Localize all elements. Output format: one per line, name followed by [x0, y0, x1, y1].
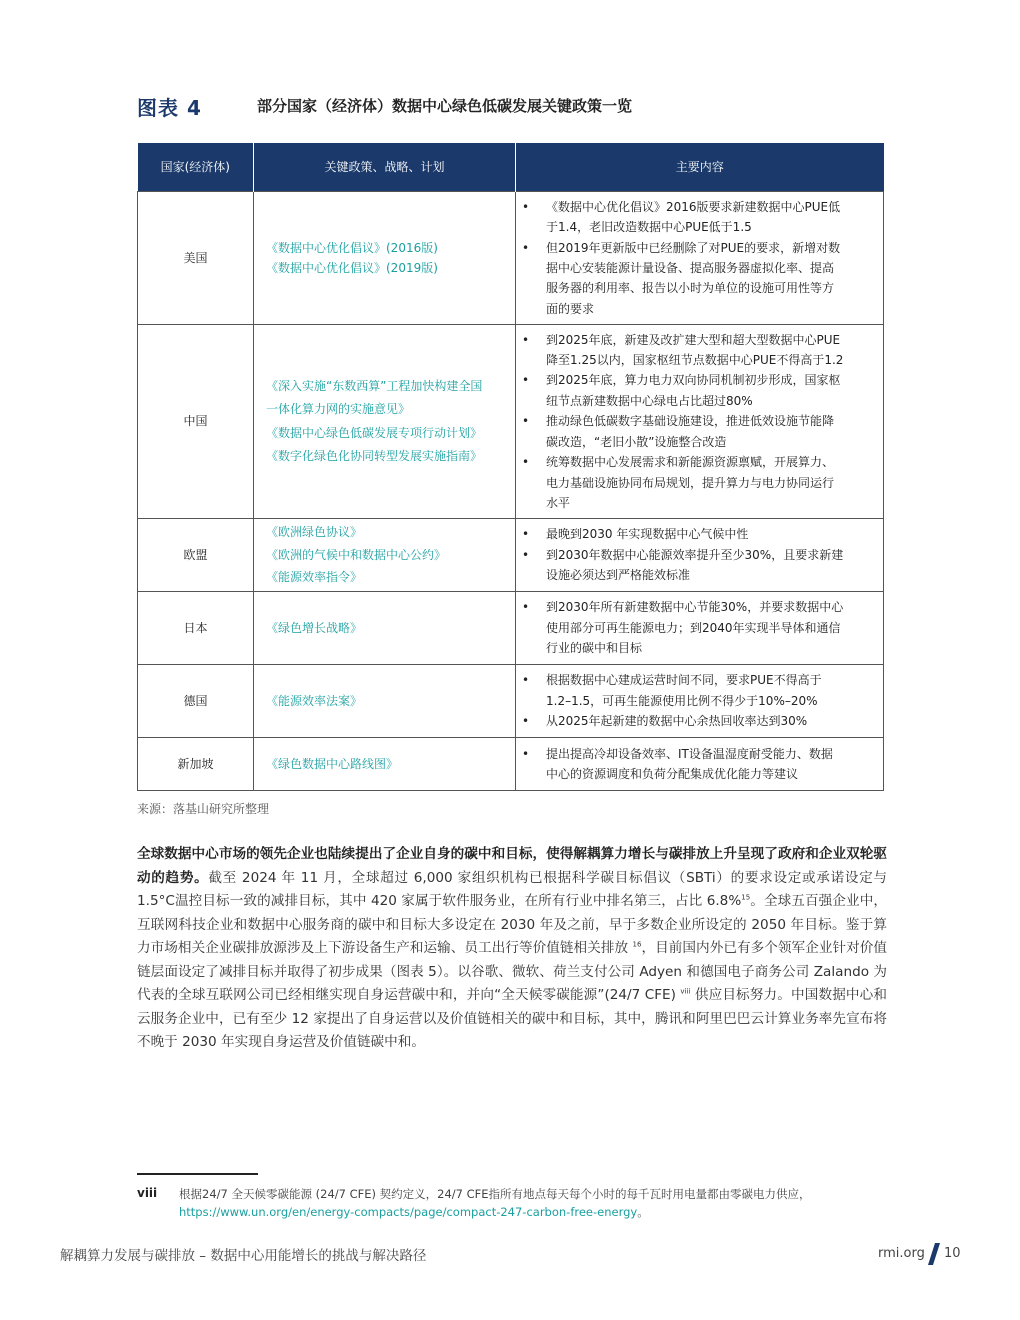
footnote-ref: viii — [680, 987, 691, 996]
policies-cell — [254, 665, 516, 738]
table-row — [138, 192, 884, 325]
policy-table — [137, 143, 884, 791]
table-row — [138, 592, 884, 665]
policy-item: 《数据中心绿色低碳发展专项行动计划》 — [266, 425, 483, 440]
content-bullet: • 统筹数据中心发展需求和新能源资源禀赋，开展算力、 电力基础设施协同布局规划，提升算力与电力协同运行 水平 — [522, 452, 877, 513]
country-cell: 新加坡 — [138, 738, 254, 791]
header-policies: 关键政策、战略、计划 — [254, 143, 516, 192]
footer-title: 解耦算力发展与碳排放 – 数据中心用能增长的挑战与解决路径 — [60, 1248, 427, 1264]
content-bullet: • 提出提高冷却设备效率、IT设备温湿度耐受能力、数据 中心的资源调度和负荷分配集成优化能力等建议 — [522, 744, 877, 785]
content-cell — [516, 738, 884, 791]
figure-title: 部分国家（经济体）数据中心绿色低碳发展关键政策一览 — [257, 97, 633, 115]
content-bullet: • 推动绿色低碳数字基础设施建设，推进低效设施节能降 碳改造，“老旧小散”设施整合改造 — [522, 411, 877, 452]
footnote-ref: 15 — [741, 893, 751, 902]
content-bullet: • 但2019年更新版中已经删除了对PUE的要求，新增对数 据中心安装能源计量设备、提高服务器虚拟化率、提高 服务器的利用率、报告以小时为单位的设施可用性等方 面的要求 — [522, 238, 877, 320]
content-bullet: • 《数据中心优化倡议》2016版要求新建数据中心PUE低 于1.4，老旧改造数据中心PUE低于1.5 — [522, 197, 877, 238]
footnote-link[interactable]: https://www.un.org/en/energy-compacts/page/compact-247-carbon-free-energy — [179, 1205, 638, 1219]
country-cell: 美国 — [138, 192, 254, 325]
figure-label: 图表 4 — [137, 96, 202, 120]
policy-item: 《能源效率法案》 — [266, 693, 363, 708]
content-bullet: • 到2030年所有新建数据中心节能30%，并要求数据中心 使用部分可再生能源电力；到2040年实现半导体和通信 行业的碳中和目标 — [522, 597, 877, 658]
footnote-marker: viii — [137, 1186, 158, 1200]
body-text: ，目前国内外已有多个领军企业针对价值链层面设定了减排目标并取得了初步成果（图表 5）。以谷歌、微软、荷兰支付公司 Adyen 和德国电子商务公司 Zalando 为代表的全球互联网公司已经相继实现自身运营碳中和，并向“全天候零碳能源”(24/7 CFE) — [137, 940, 888, 1003]
footnote-divider — [137, 1173, 258, 1175]
source-note: 来源：落基山研究所整理 — [137, 802, 270, 816]
table-row — [138, 325, 884, 519]
policies-cell — [254, 192, 516, 325]
content-cell — [516, 519, 884, 592]
policy-item: 《数据中心优化倡议》(2019版) — [266, 261, 438, 275]
page-number: 10 — [944, 1246, 961, 1261]
policy-item: 《数字化绿色化协同转型发展实施指南》 — [266, 449, 483, 463]
content-cell — [516, 592, 884, 665]
policy-item: 一体化算力网的实施意见》 — [266, 402, 411, 416]
policy-item: 《数据中心优化倡议》(2016版) — [266, 240, 438, 255]
country-cell: 德国 — [138, 665, 254, 738]
policy-item: 《欧洲绿色协议》 — [266, 525, 363, 540]
policies-cell — [254, 592, 516, 665]
table-row — [138, 519, 884, 592]
content-cell — [516, 192, 884, 325]
country-cell: 中国 — [138, 325, 254, 519]
body-text: 供应目标努力。中国数据中心和云服务企业中，已有至少 12 家提出了自身运营以及价值链相关的碳中和目标，其中，腾讯和阿里巴巴云计算业务率先宣布将不晚于 2030 年实现自身运营及价值链碳中和。 — [137, 987, 887, 1050]
body-bold-lead: 全球数据中心市场的领先企业也陆续提出了企业自身的碳中和目标，使得解耦算力增长与碳排放上升呈现了政府和企业双轮驱动的趋势。 — [137, 846, 887, 886]
footnote-ref: 16 — [632, 940, 642, 949]
content-bullet: • 到2025年底，算力电力双向协同机制初步形成，国家枢 纽节点新建数据中心绿电占比超过80% — [522, 370, 877, 411]
country-cell: 日本 — [138, 592, 254, 665]
country-cell: 欧盟 — [138, 519, 254, 592]
table-row — [138, 738, 884, 791]
body-text: 截至 2024 年 11 月，全球超过 6,000 家组织机构已根据科学碳目标倡议（SBTi）的要求设定或承诺设定与 1.5°C温控目标一致的减排目标，其中 420 家属于软件服务业，在所有行业中排名第三，占比 6.8% — [137, 869, 887, 909]
body-paragraph — [137, 843, 887, 1055]
policy-item: 《欧洲的气候中和数据中心公约》 — [266, 547, 447, 562]
table-row — [138, 665, 884, 738]
policies-cell — [254, 519, 516, 592]
header-content: 主要内容 — [516, 143, 884, 192]
content-cell — [516, 325, 884, 519]
policies-cell — [254, 325, 516, 519]
policy-item: 《深入实施“东数西算”工程加快构建全国 — [266, 378, 483, 393]
content-bullet: • 到2030年数据中心能源效率提升至少30%，且要求新建 设施必须达到严格能效标准 — [522, 545, 877, 586]
policy-item: 《绿色增长战略》 — [266, 620, 363, 635]
policy-item: 《能源效率指令》 — [266, 570, 363, 585]
body-text: 。全球五百强企业中，互联网科技企业和数据中心服务商的碳中和目标大多设定在 2030 年及之前，早于多数企业所设定的 2050 年目标。鉴于算力市场相关企业碳排放源涉及上下游设备生产和运输、员工出行等价值链相关排放 — [137, 893, 887, 956]
content-cell — [516, 665, 884, 738]
slash-icon — [928, 1243, 940, 1265]
content-bullet: • 到2025年底，新建及改扩建大型和超大型数据中心PUE 降至1.25以内，国家枢纽节点数据中心PUE不得高于1.2 — [522, 330, 877, 371]
header-country: 国家(经济体) — [138, 143, 254, 192]
footer-site[interactable]: rmi.org — [878, 1246, 925, 1261]
content-bullet: • 从2025年起新建的数据中心余热回收率达到30% — [522, 711, 877, 731]
content-bullet: • 根据数据中心建成运营时间不同，要求PUE不得高于 1.2–1.5，可再生能源使用比例不得少于10%–20% — [522, 670, 877, 711]
footnote-text: 根据24/7 全天候零碳能源 (24/7 CFE) 契约定义，24/7 CFE指所有地点每天每个小时的每千瓦时用电量都由零碳电力供应，https://www.un.org/en/energy-compacts/page/compact-247-carbon-free-energy。 — [179, 1187, 811, 1219]
policies-cell — [254, 738, 516, 791]
content-bullet: • 最晚到2030 年实现数据中心气候中性 — [522, 524, 877, 544]
table-header-row — [138, 143, 884, 192]
policy-item: 《绿色数据中心路线图》 — [266, 756, 399, 771]
